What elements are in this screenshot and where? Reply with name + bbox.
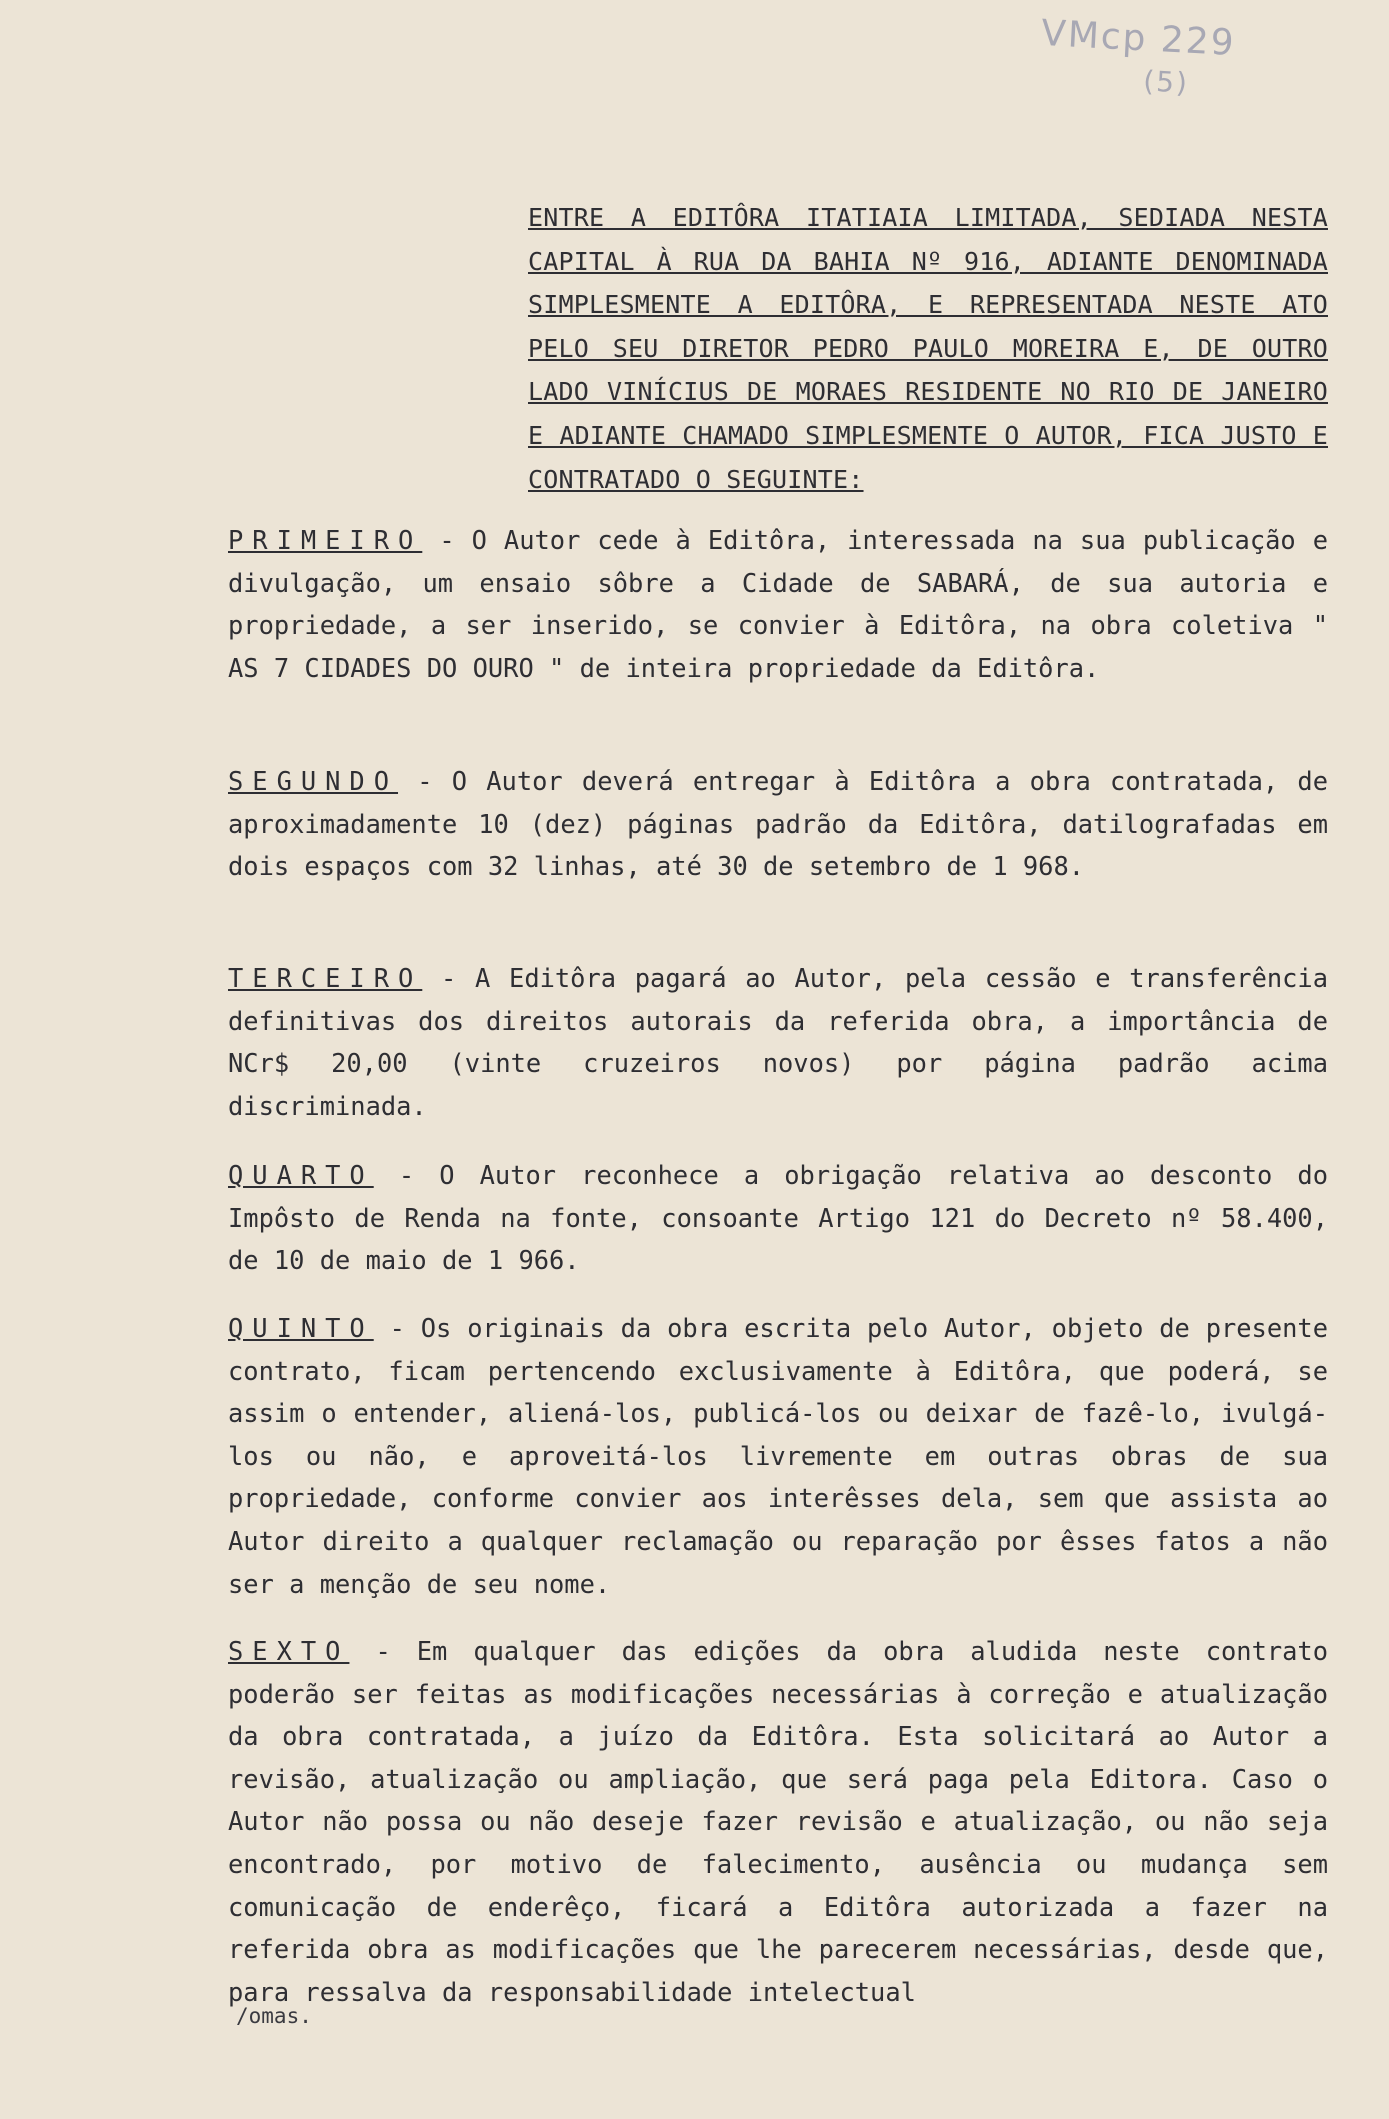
clause-quarto [228,1154,1328,1282]
clause-text: - O Autor deverá entregar à Editôra a obra contratada, de aproximadamente 10 (dez) páginas padrão da Editôra, datilografadas em dois espaços com 32 linhas, até 30 de setembro de 1 968. [228,766,1328,882]
clause-text: - Os originais da obra escrita pelo Autor, objeto de presente contrato, ficam pertencendo exclusivamente à Editôra, que poderá, se assim o entender, aliená-los, publicá-los ou deixar de fazê-lo, ivulgá-los ou não, e aproveitá-los livremente em outras obras de sua propriedade, conforme convier aos interêsses dela, sem que assista ao Autor direito a qualquer reclamação ou reparação por êsses fatos a não ser a menção de seu nome. [228,1313,1328,1599]
clause-segundo [228,760,1328,888]
clause-title: SEGUNDO [228,766,399,796]
annotation-code: VMcp 229 [1040,12,1237,65]
typist-initials: /omas. [236,2004,312,2028]
clause-title: PRIMEIRO [228,525,423,555]
clause-sexto [228,1630,1328,2013]
clause-primeiro [228,519,1328,689]
clause-terceiro [228,957,1328,1127]
clause-quinto [228,1307,1328,1605]
clause-title: QUARTO [228,1160,374,1190]
clause-text: - O Autor cede à Editôra, interessada na sua publicação e divulgação, um ensaio sôbre a Cidade de SABARÁ, de sua autoria e propriedade, a ser inserido, se convier à Editôra, na obra coletiva " AS 7 CIDADES DO OURO " de inteira propriedade da Editôra. [228,525,1328,683]
clause-text: - O Autor reconhece a obrigação relativa ao desconto do Impôsto de Renda na fonte, consoante Artigo 121 do Decreto nº 58.400, de 10 de maio de 1 966. [228,1160,1328,1276]
clause-text: - A Editôra pagará ao Autor, pela cessão e transferência definitivas dos direitos autorais da referida obra, a importância de NCr$ 20,00 (vinte cruzeiros novos) por página padrão acima discriminada. [228,963,1328,1121]
handwritten-annotation [1038,13,1237,107]
annotation-number: (5) [1142,64,1190,100]
clause-text: - Em qualquer das edições da obra aludida neste contrato poderão ser feitas as modificações necessárias à correção e atualização da obra contratada, a juízo da Editôra. Esta solicitará ao Autor a revisão, atualização ou ampliação, que será paga pela Editora. Caso o Autor não possa ou não deseje fazer revisão e atualização, ou não seja encontrado, por motivo de falecimento, ausência ou mudança sem comunicação de enderêço, ficará a Editôra autorizada a fazer na referida obra as modificações que lhe parecerem necessárias, desde que, para ressalva da responsabilidade intelectual [228,1636,1328,2007]
clause-title: TERCEIRO [228,963,423,993]
contract-preamble: ENTRE A EDITÔRA ITATIAIA LIMITADA, SEDIADA NESTA CAPITAL À RUA DA BAHIA Nº 916, ADIANTE DENOMINADA SIMPLESMENTE A EDITÔRA, E REPRESENTADA NESTE ATO PELO SEU DIRETOR PEDRO PAULO MOREIRA E, DE OUTRO LADO VINÍCIUS DE MORAES RESIDENTE NO RIO DE JANEIRO E ADIANTE CHAMADO SIMPLESMENTE O AUTOR, FICA JUSTO E CONTRATADO O SEGUINTE: [528,203,1328,494]
clause-title: QUINTO [228,1313,374,1343]
clause-title: SEXTO [228,1636,350,1666]
